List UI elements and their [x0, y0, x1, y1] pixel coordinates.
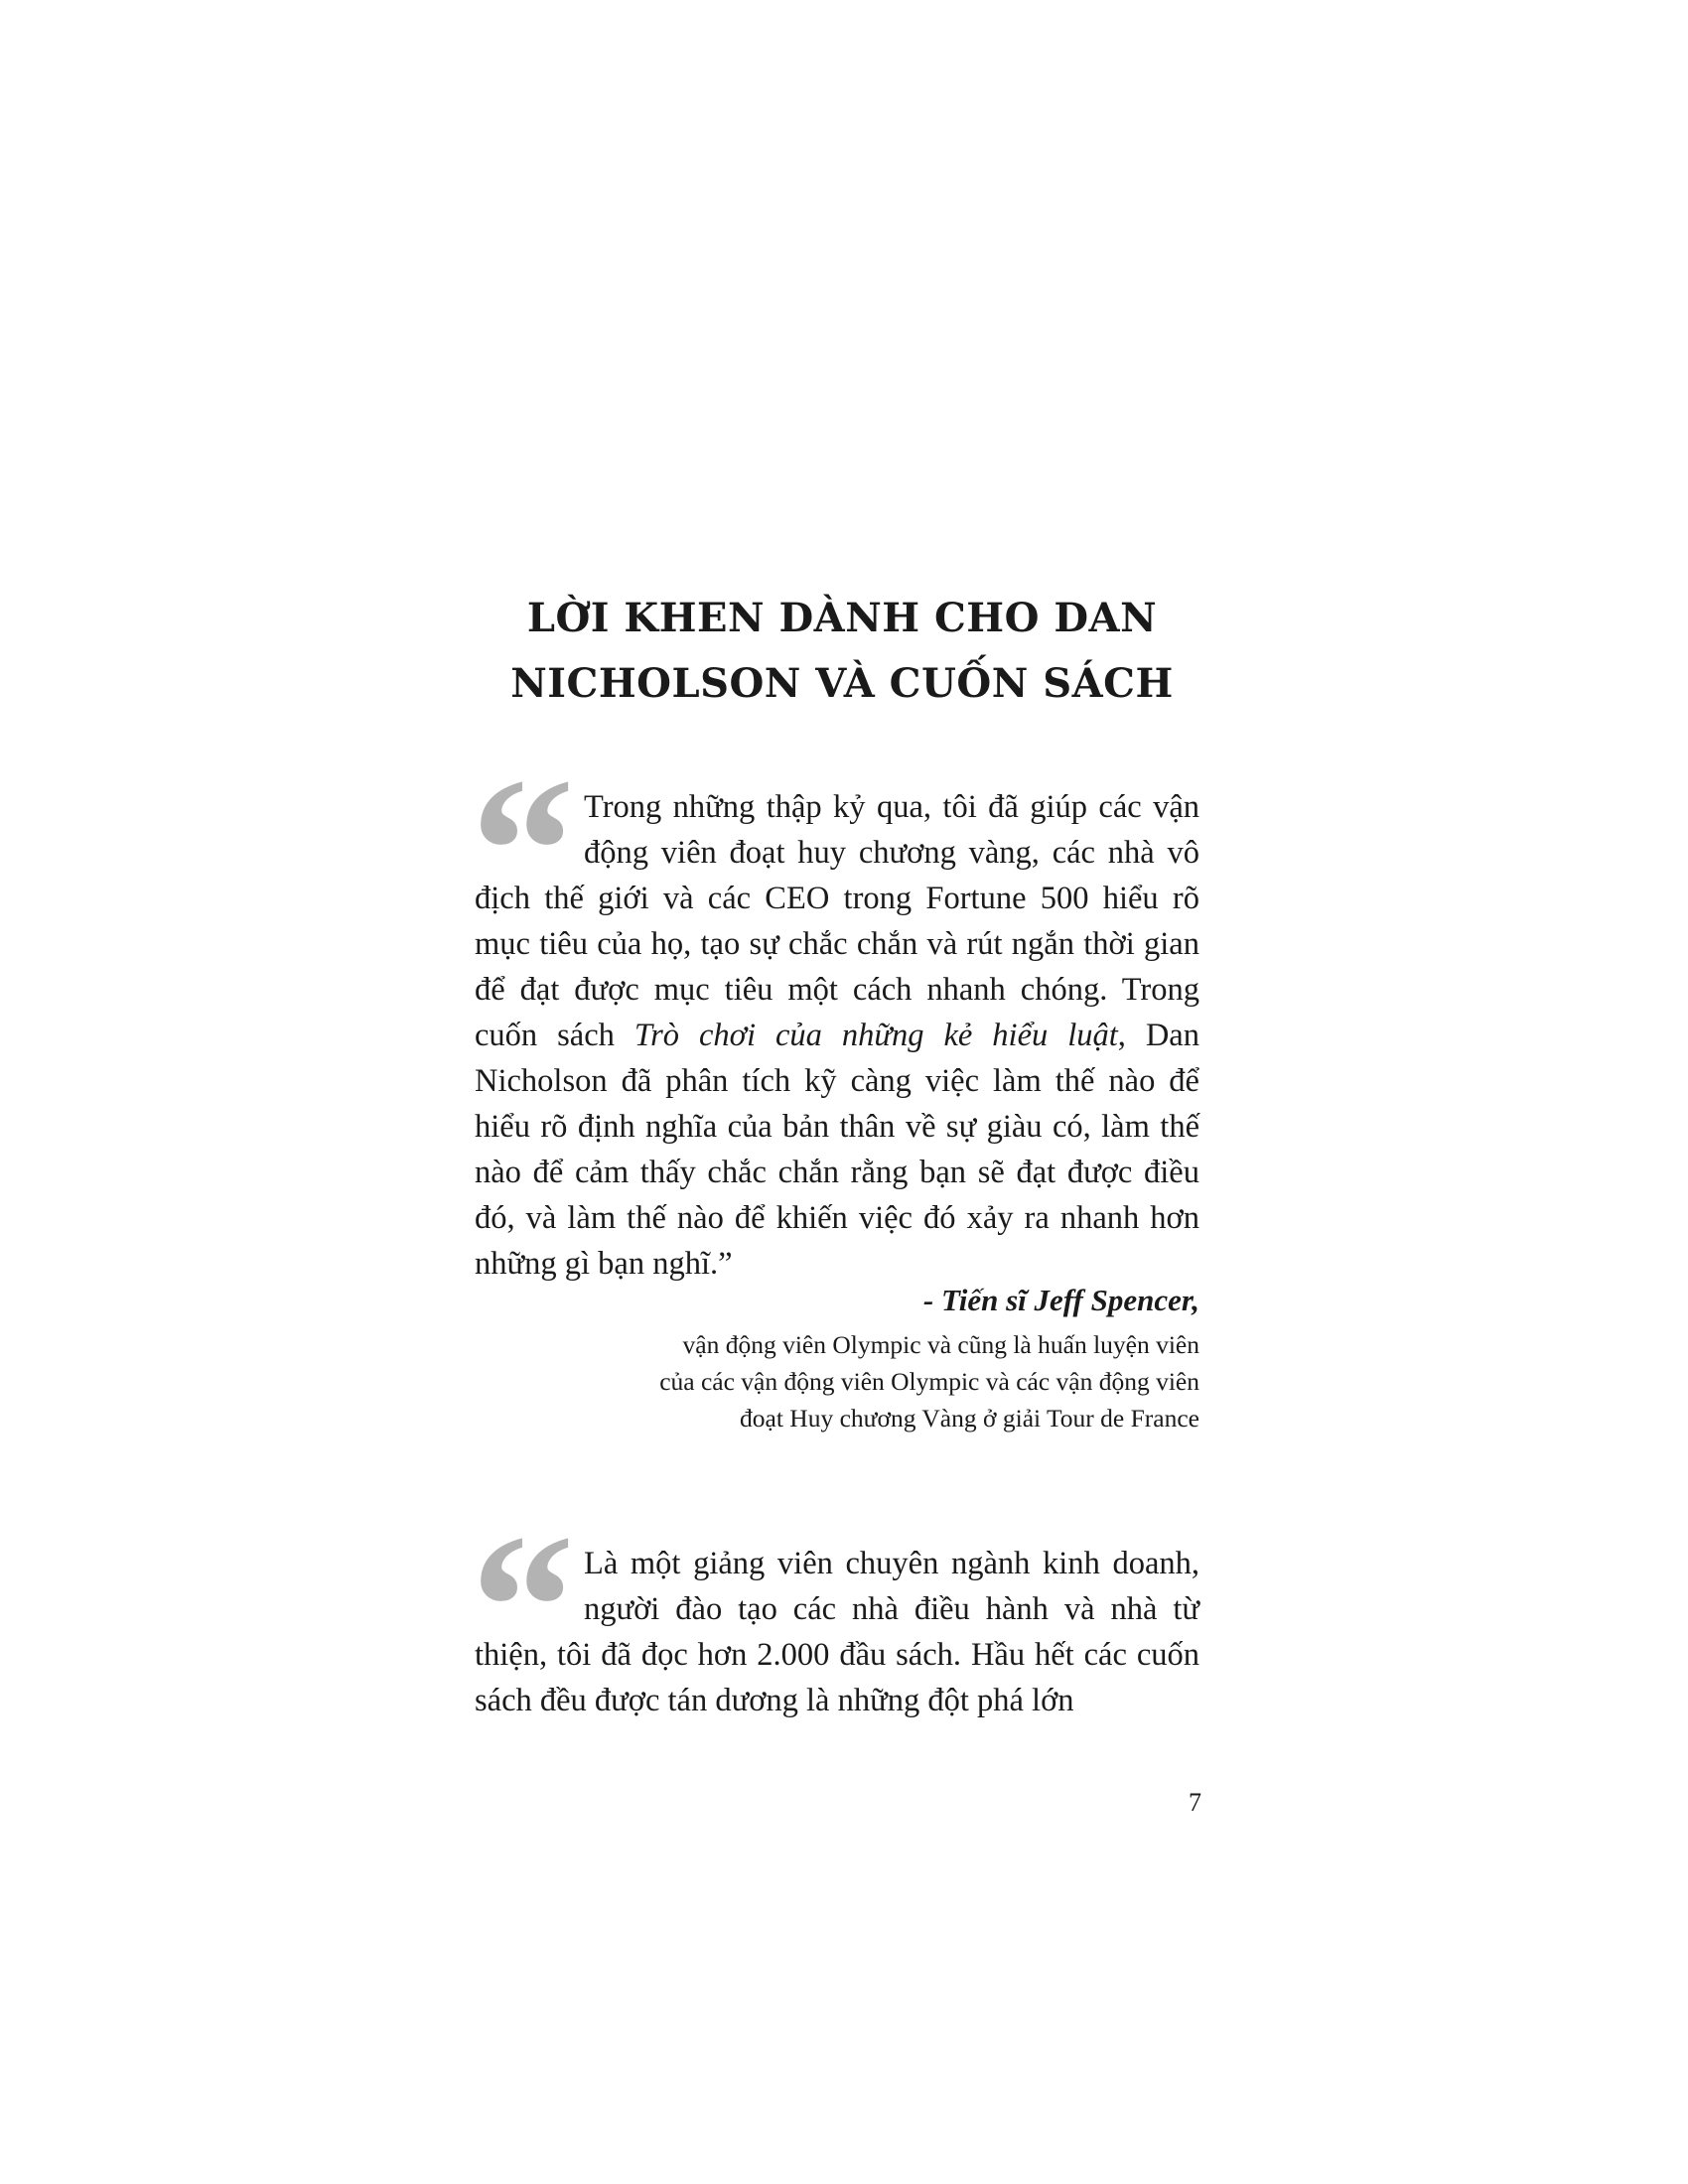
- author-desc-line-3: đoạt Huy chương Vàng ở giải Tour de France: [740, 1404, 1199, 1433]
- title-line-1: LỜI KHEN DÀNH CHO DAN: [526, 595, 1158, 641]
- testimonial-2-text: [475, 1541, 1199, 1723]
- book-title: Trò chơi của những kẻ hiểu luật: [633, 1018, 1118, 1053]
- testimonial-1: [471, 736, 1199, 1433]
- testimonial-1-author-description: [504, 1326, 1199, 1436]
- title-line-2: NICHOLSON VÀ CUỐN SÁCH: [510, 660, 1174, 707]
- author-desc-line-1: vận động viên Olympic và cũng là huấn luyện viên: [682, 1330, 1199, 1359]
- testimonial-1-text-end: , Dan Nicholson đã phân tích kỹ càng việc làm thế nào để hiểu rõ định nghĩa của bản thân về sự giàu có, làm thế nào để cảm thấy chắc chắn rằng bạn sẽ đạt được điều đó, và làm thế nào để khiến việc đó xảy ra nhanh hơn những gì bạn nghĩ.”: [475, 1018, 1199, 1282]
- quote-mark-icon: “: [471, 1492, 575, 1722]
- testimonial-1-text-start: Trong những thập kỷ qua, tôi đã giúp các vận động viên đoạt huy chương vàng, các nhà vô địch thế giới và các CEO trong Fortune 500 hiểu rõ mục tiêu của họ, tạo sự chắc chắn và rút ngắn thời gian để đạt được mục tiêu một cách nhanh chóng. Trong cuốn sách: [475, 789, 1199, 1053]
- page-title: [475, 586, 1209, 717]
- testimonial-1-text: [475, 784, 1199, 1287]
- author-desc-line-2: của các vận động viên Olympic và các vận động viên: [659, 1367, 1199, 1396]
- testimonial-2: [471, 1492, 1199, 1723]
- page-number: 7: [1189, 1788, 1201, 1817]
- testimonial-2-text-content: Là một giảng viên chuyên ngành kinh doanh, người đào tạo các nhà điều hành và nhà từ thiện, tôi đã đọc hơn 2.000 đầu sách. Hầu hết các cuốn sách đều được tán dương là những đột phá lớn: [475, 1546, 1199, 1718]
- quote-mark-icon: “: [471, 736, 575, 966]
- testimonial-1-author: - Tiến sĩ Jeff Spencer,: [922, 1283, 1199, 1317]
